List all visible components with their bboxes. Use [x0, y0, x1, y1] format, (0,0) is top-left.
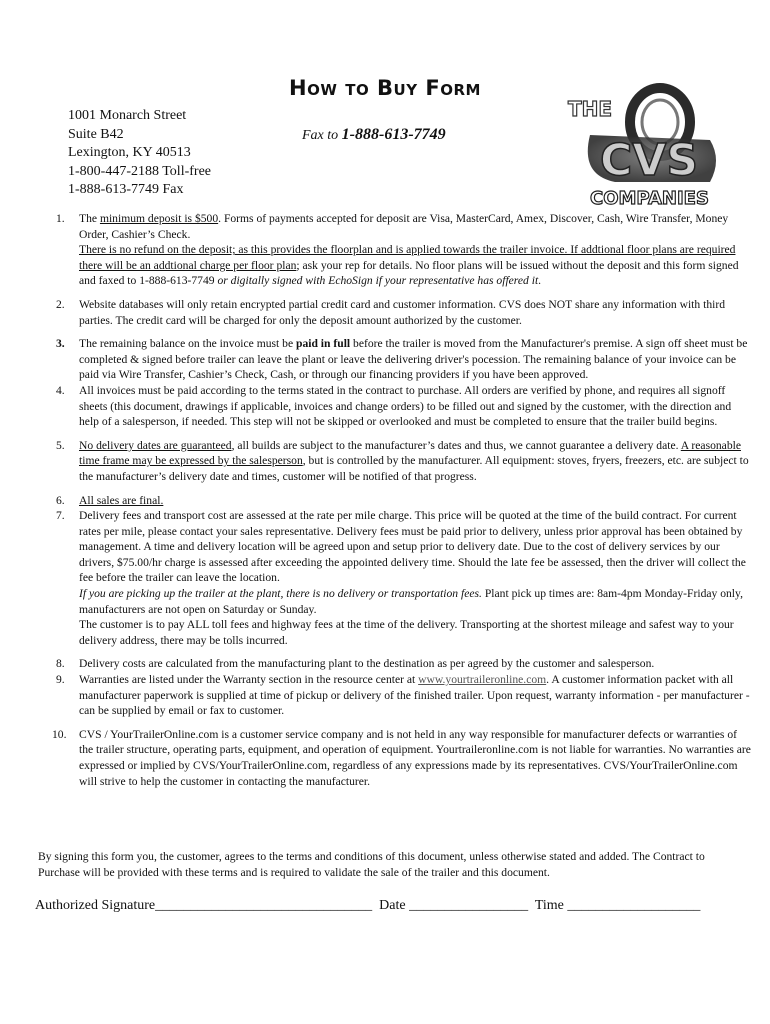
item-number: 8.	[56, 657, 65, 671]
item-text: Plant pick up times are: 8am-4pm Monday-Friday only, manufacturers are not open on Saturday or Sunday.	[79, 587, 743, 616]
item-text: Website databases will only retain encrypted partial credit card and customer information. CVS does NOT share any information with third parties. The credit card will be charged for only the deposit amount authorized by the customer.	[79, 297, 725, 327]
address-tollfree: 1-800-447-2188 Toll-free	[68, 163, 212, 179]
item-number: 7.	[56, 509, 65, 523]
item-text: ; ask your rep for details. No floor plans will be issued without the deposit and this form signed and faxed to 1-888-613-7749	[79, 258, 739, 288]
item-text: . A customer information packet with all manufacturer paperwork is supplied at time of pickup or delivery of the finished trailer. Upon request, warranty information - per manufacturer - can be supplied by email or fax to customer.	[79, 673, 750, 718]
address-city: Lexington, KY 40513	[68, 145, 191, 160]
item-text: The customer is to pay ALL toll fees and highway fees at the time of the delivery. Transporting at the shortest mileage and safest way to your delivery address, there may be tolls incurred.	[79, 618, 734, 647]
cvs-companies-logo	[560, 80, 730, 210]
agreement-text: By signing this form you, the customer, agrees to the terms and conditions of this document, unless otherwise stated and added. The Contract to Purchase will be provided with these terms and is required to validate the sale of the trailer and this document.	[38, 850, 705, 879]
no-delivery-dates-text: No delivery dates are guaranteed	[79, 438, 232, 452]
form-title: How to Buy Form	[289, 76, 481, 100]
list-item	[0, 656, 751, 672]
authorized-signature-field[interactable]: Authorized Signature_______________________________	[35, 898, 373, 913]
fax-prefix: Fax to	[302, 128, 342, 143]
item-text: All invoices must be paid according to the terms stated in the contract to purchase. All orders are verified by phone, and requires all signoff sheets (this document, drawings if applicable, invoices and change orders) to be filled out and signed by the customer, with the direction and help of a salesperson, if needed. This step will not be skipped or overlooked and must be completed to ensure that the trailer build begins.	[79, 383, 732, 429]
item-text: CVS / YourTrailerOnline.com is a customer service company and is not held in any way responsible for manufacturer defects or warranties of the trailer structure, operating parts, equipment, and operation of equipment. Yourtraileronline.com is not liable for warranties. No warranties are expressed or implied by CVS/YourTrailerOnline.com, regardless of any expressions made by its representatives. CVS/YourTrailerOnline.com will strive to help the customer in contacting the manufacturer.	[79, 727, 751, 788]
logo-the: THE	[568, 97, 613, 121]
fax-number: 1-888-613-7749	[341, 126, 446, 143]
item-number: 5.	[56, 438, 65, 452]
date-field[interactable]: Date _________________	[379, 898, 529, 913]
logo-companies: COMPANIES	[590, 188, 709, 209]
address-suite: Suite B42	[68, 126, 124, 142]
all-sales-final-text: All sales are final.	[79, 493, 164, 507]
terms-list	[0, 211, 770, 797]
item-text: . Forms of payments accepted for deposit are Visa, MasterCard, Amex, Discover, Cash, Wire Transfer, Money Order, Cashier’s Check.	[79, 212, 729, 241]
signature-line	[35, 898, 700, 914]
item-text: Warranties are listed under the Warranty section in the resource center at	[79, 673, 419, 687]
company-address	[68, 107, 211, 200]
list-item	[0, 727, 751, 789]
list-item	[0, 438, 751, 485]
minimum-deposit-text: minimum deposit is $500	[99, 212, 219, 225]
item-text: before the trailer is moved from the Manufacturer's premise. A sign off sheet must be completed & signed before trailer can leave the plant or leave the delivering driver's pocession. The remaining balance of your invoice can be paid via Wire Transfer, Cashier’s Check, Cash, or through our financing providers if you have been approved.	[79, 337, 748, 382]
address-fax: 1-888-613-7749 Fax	[68, 182, 184, 197]
address-street: 1001 Monarch Street	[68, 108, 187, 123]
paid-in-full-text: paid in full	[296, 337, 351, 351]
item-number: 3.	[56, 337, 65, 351]
item-number: 10.	[52, 727, 67, 741]
item-text: The remaining balance on the invoice must be	[79, 337, 296, 351]
logo-cvs: CVS	[600, 135, 699, 186]
item-text: , all builds are subject to the manufacturer’s dates and thus, we cannot guarantee a delivery date.	[231, 438, 681, 452]
item-text: Delivery fees and transport cost are assessed at the rate per mile charge. This price will be quoted at the time of the build contract. For current rates per mile, please contact your sales representative. Delivery fees must be paid prior to delivery, unless prior approval has been obtained by management. A time and delivery location will be agreed upon and setup prior to delivery date. Due to the cost of delivery services by our drivers, $75.00/hr charge is assessed after exceeding the appointed delivery time. Should the late fee be assessed, then the driver will collect the fee before the trailer can leave the location.	[79, 509, 746, 585]
time-field[interactable]: Time ___________________	[534, 898, 701, 913]
item-number: 2.	[56, 297, 65, 311]
item-number: 1.	[56, 212, 65, 225]
item-text: .	[538, 274, 542, 288]
time-frame-text: A reasonable time frame may be expressed by the salesperson	[79, 438, 741, 468]
item-text: Delivery costs are calculated from the manufacturing plant to the destination as per agreed by the customer and salesperson.	[79, 657, 655, 671]
fax-line	[302, 126, 446, 144]
no-refund-text: There is no refund on the deposit; as this provides the floorplan and is applied towards the trailer invoice. If addtional floor plans are required there will be an addtional charge per floor plan	[79, 243, 736, 272]
item-text: The	[79, 212, 100, 225]
item-number: 9.	[56, 673, 65, 687]
list-item	[0, 211, 751, 289]
item-text: , but is controlled by the manufacturer. All equipment: stoves, fryers, freezers, etc. are subject to the manufacturer’s delivery date and times, customer will be notified of that progress.	[79, 454, 749, 483]
list-item	[0, 336, 751, 383]
list-item	[0, 297, 751, 328]
website-link[interactable]: www.yourtraileronline.com	[418, 673, 547, 687]
item-number: 4.	[56, 383, 65, 397]
list-item	[0, 672, 751, 719]
list-item	[0, 383, 751, 430]
list-item	[0, 508, 751, 648]
pickup-text: If you are picking up the trailer at the plant, there is no delivery or transportation fees.	[79, 587, 482, 601]
echosign-text: or digitally signed with EchoSign if your representative has offered it	[217, 274, 539, 288]
list-item	[0, 493, 751, 509]
item-number: 6.	[56, 493, 65, 507]
